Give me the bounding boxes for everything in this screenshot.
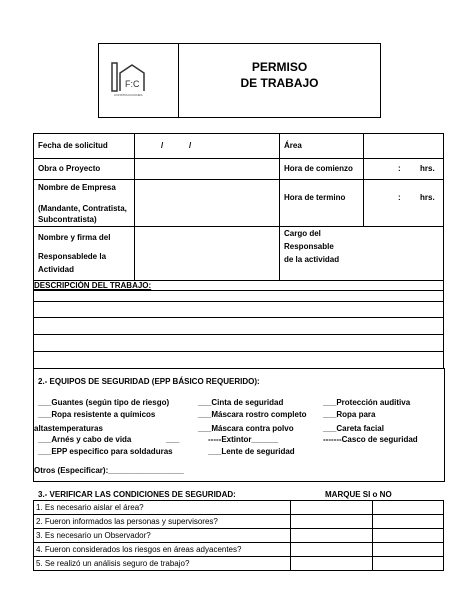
epp-item: -------Casco de seguridad <box>323 435 418 444</box>
epp-item: ___Máscara contra polvo <box>198 424 294 433</box>
table-line <box>33 133 444 134</box>
hora-termino-sep: : <box>398 193 401 202</box>
epp-item: ___Protección auditiva <box>323 398 411 407</box>
hora-termino-label: Hora de termino <box>284 193 346 202</box>
obra-label: Obra o Proyecto <box>38 164 101 173</box>
table-line <box>33 301 444 302</box>
area-label: Área <box>284 141 302 150</box>
table-line <box>33 158 444 159</box>
hora-comienzo-sep: : <box>398 164 401 173</box>
cond-col <box>290 500 291 571</box>
table-col-line <box>363 133 364 226</box>
epp-item: altastemperaturas <box>34 424 103 433</box>
condition-item: 2. Fueron informados las personas y supervisores? <box>36 517 218 526</box>
epp-item: ___Arnés y cabo de vida <box>38 435 132 444</box>
table-line <box>33 179 444 180</box>
cargo-label: de la actividad <box>284 255 340 264</box>
fecha-slash: / <box>189 141 192 150</box>
hora-comienzo-unit: hrs. <box>420 164 435 173</box>
condition-item: 1. Es necesario aislar el área? <box>36 503 144 512</box>
epp-item: ___Lente de seguridad <box>208 447 295 456</box>
epp-item: ___ <box>166 435 180 444</box>
firma-label: Responsablede la <box>38 252 107 261</box>
epp-item: ___Guantes (según tipo de riesgo) <box>38 398 170 407</box>
fecha-slash: / <box>161 141 164 150</box>
table-line <box>33 351 444 352</box>
hora-comienzo-label: Hora de comienzo <box>284 164 353 173</box>
empresa-label: Nombre de Empresa <box>38 183 116 192</box>
cargo-label: Cargo del <box>284 229 321 238</box>
epp-item: ___Ropa resistente a químicos <box>38 410 156 419</box>
epp-item: ___Ropa para <box>323 410 376 419</box>
condition-item: 5. Se realizó un análisis seguro de trabajo? <box>36 559 190 568</box>
page-title-line1: PERMISO <box>251 60 308 74</box>
table-col-line <box>279 133 280 280</box>
logo-text: CONSTRUCCIONES <box>114 93 143 97</box>
conditions-heading: 3.- VERIFICAR LAS CONDICIONES DE SEGURIDAD: <box>38 490 236 499</box>
empresa-label: Subcontratista) <box>38 215 97 224</box>
condition-item: 3. Es necesario un Observador? <box>36 531 151 540</box>
condition-item: 4. Fueron considerados los riesgos en áreas adyacentes? <box>36 545 242 554</box>
cond-line <box>33 570 444 571</box>
cond-col <box>33 500 34 571</box>
company-logo <box>108 57 159 101</box>
svg-text:F:C: F:C <box>125 79 140 89</box>
marque-label: MARQUE SI o NO <box>325 490 392 499</box>
cond-col <box>372 500 373 571</box>
epp-item: ___Cinta de seguridad <box>198 398 284 407</box>
fecha-label: Fecha de solicitud <box>38 141 108 150</box>
table-col-line <box>134 133 135 280</box>
table-line <box>33 226 444 227</box>
hora-termino-unit: hrs. <box>420 193 435 202</box>
firma-label: Actividad <box>38 265 75 274</box>
table-line <box>33 334 444 335</box>
descripcion-label: DESCRIPCIÓN DEL TRABAJO: <box>34 281 152 290</box>
otros-field: Otros (Especificar):_________________ <box>34 466 184 475</box>
cond-col <box>443 500 444 571</box>
cargo-label: Responsable <box>284 242 334 251</box>
empresa-label: (Mandante, Contratista, <box>38 204 127 213</box>
epp-item: ___Careta facial <box>323 424 384 433</box>
epp-item: ___Máscara rostro completo <box>198 410 307 419</box>
epp-heading: 2.- EQUIPOS DE SEGURIDAD (EPP BÁSICO REQUERIDO): <box>38 377 260 386</box>
firma-label: Nombre y firma del <box>38 233 111 242</box>
table-line <box>33 317 444 318</box>
header-divider <box>178 43 179 117</box>
page-title-line2: DE TRABAJO <box>240 76 319 90</box>
epp-item: -----Extintor______ <box>208 435 279 444</box>
epp-item: ___EPP especifico para soldaduras <box>38 447 173 456</box>
